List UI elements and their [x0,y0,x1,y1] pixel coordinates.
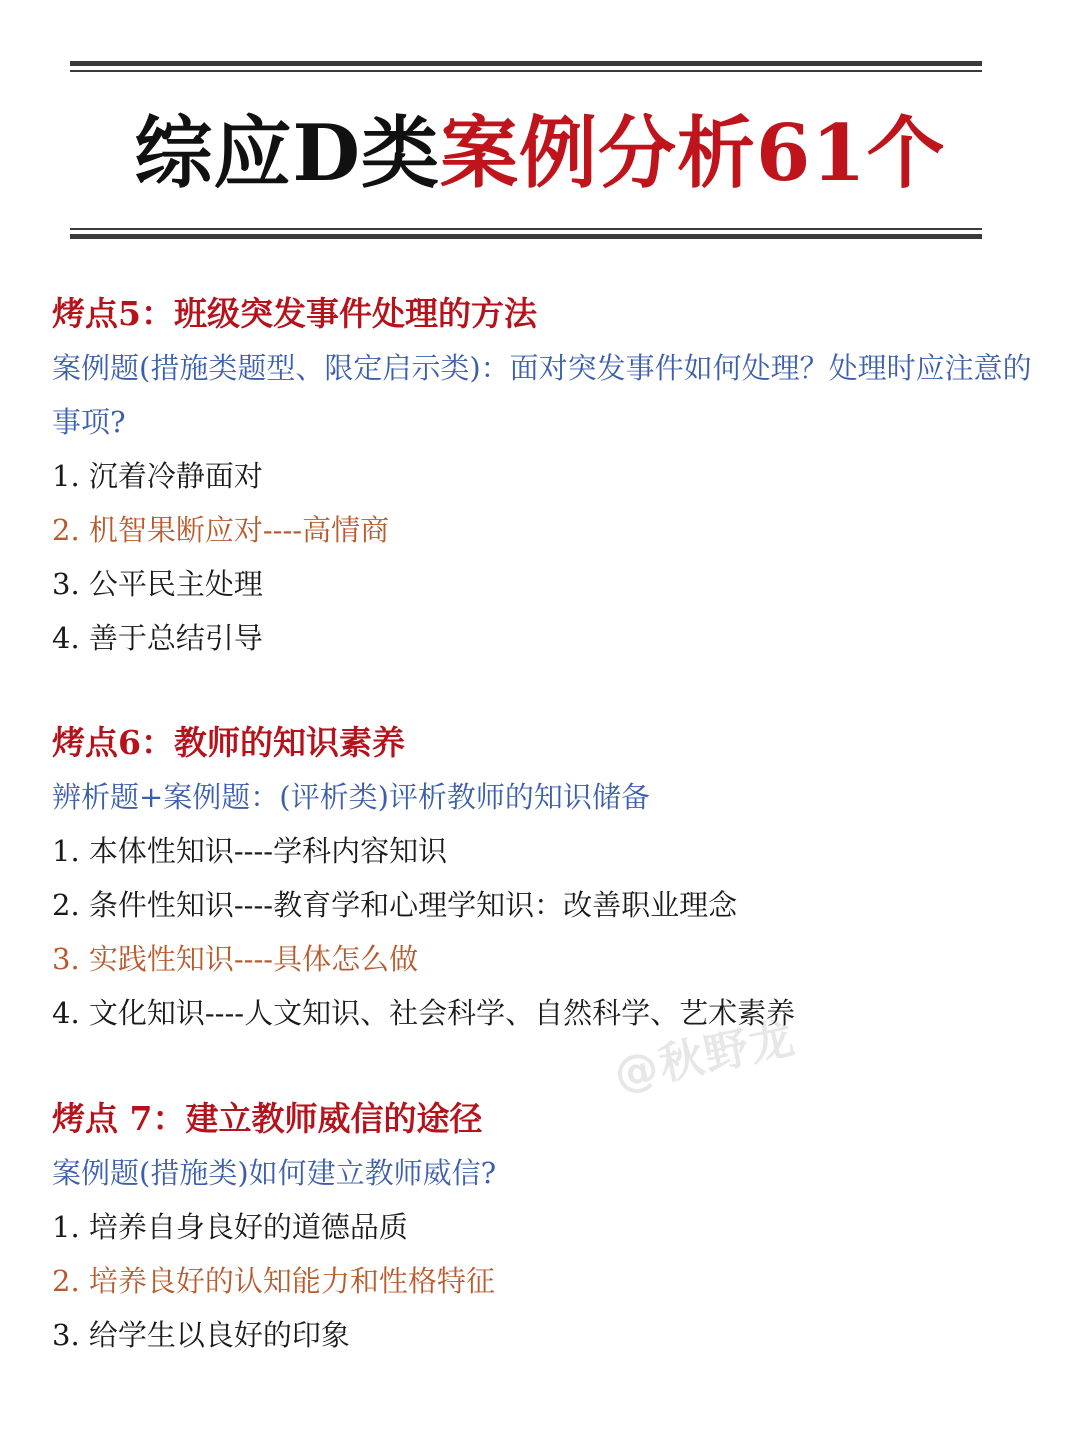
watermark: @秋野龙 [609,1012,801,1101]
list-item-highlight: 3. 实践性知识----具体怎么做 [52,942,419,976]
section-question: 案例题(措施类)如何建立教师威信? [52,1156,497,1190]
section-title: 烤点6：教师的知识素养 [52,723,405,762]
section-title: 烤点5：班级突发事件处理的方法 [52,294,537,333]
page-title [0,100,1080,208]
section-point-6 [52,716,1042,1040]
section-question: 案例题(措施类题型、限定启示类)：面对突发事件如何处理？处理时应注意的事项? [52,351,1032,439]
header-rule-top [70,61,982,72]
list-item: 1. 沉着冷静面对 [52,459,263,493]
title-black-part: 综应D类 [134,108,441,199]
list-item: 4. 善于总结引导 [52,621,263,655]
list-item: 1. 本体性知识----学科内容知识 [52,834,448,868]
list-item: 1. 培养自身良好的道德品质 [52,1210,408,1244]
list-item: 3. 给学生以良好的印象 [52,1318,350,1352]
list-item: 3. 公平民主处理 [52,567,263,601]
list-item-highlight: 2. 培养良好的认知能力和性格特征 [52,1264,495,1298]
list-item-highlight: 2. 机智果断应对----高情商 [52,513,390,547]
header-rule-bottom [70,228,982,239]
title-red-part: 案例分析61个 [440,108,946,199]
section-question: 辨析题+案例题：(评析类)评析教师的知识储备 [52,780,650,814]
list-item: 2. 条件性知识----教育学和心理学知识：改善职业理念 [52,888,738,922]
section-title: 烤点 7：建立教师威信的途径 [52,1099,483,1138]
section-point-7 [52,1092,1042,1362]
list-item: 4. 文化知识----人文知识、社会科学、自然科学、艺术素养 [52,996,796,1030]
section-point-5 [52,287,1042,665]
